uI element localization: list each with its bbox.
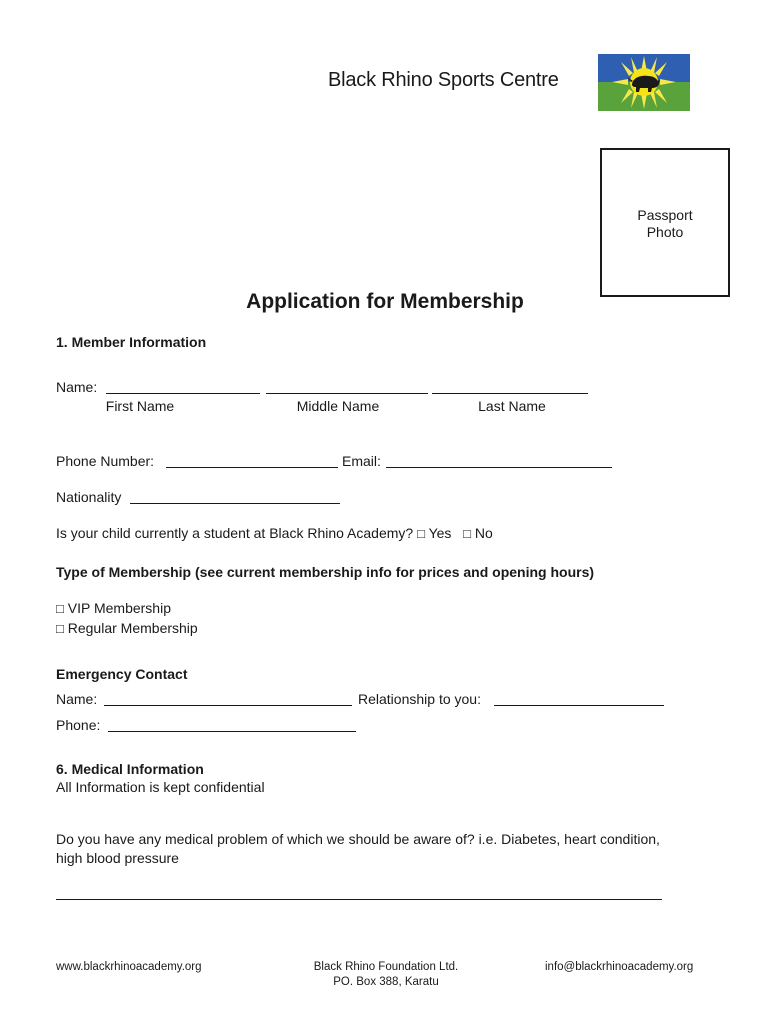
emergency-phone-field[interactable] bbox=[108, 731, 356, 732]
middle-name-caption: Middle Name bbox=[296, 398, 380, 414]
organization-name: Black Rhino Sports Centre bbox=[328, 69, 559, 91]
member-info-heading: 1. Member Information bbox=[56, 334, 207, 350]
emergency-name-label: Name: bbox=[56, 691, 98, 707]
footer-foundation: Black Rhino Foundation Ltd. bbox=[313, 961, 459, 973]
name-label: Name: bbox=[56, 379, 98, 395]
footer-email: info@blackrhinoacademy.org bbox=[545, 961, 694, 973]
first-name-caption: First Name bbox=[105, 398, 175, 414]
footer-address: PO. Box 388, Karatu bbox=[333, 976, 439, 988]
no-checkbox[interactable]: □ bbox=[463, 526, 471, 541]
medical-answer-field[interactable] bbox=[56, 899, 662, 900]
phone-number-field[interactable] bbox=[166, 467, 338, 468]
nationality-label: Nationality bbox=[56, 489, 122, 505]
medical-info-heading: 6. Medical Information bbox=[56, 761, 204, 777]
last-name-field[interactable] bbox=[432, 393, 588, 394]
first-name-field[interactable] bbox=[106, 393, 260, 394]
black-rhino-logo bbox=[598, 54, 690, 111]
vip-membership-checkbox[interactable]: □ bbox=[56, 601, 64, 616]
emergency-phone-label: Phone: bbox=[56, 717, 101, 733]
emergency-contact-heading: Emergency Contact bbox=[56, 666, 188, 682]
relationship-field[interactable] bbox=[494, 705, 664, 706]
phone-number-label: Phone Number: bbox=[56, 453, 155, 469]
yes-checkbox[interactable]: □ bbox=[417, 526, 425, 541]
regular-membership-label: Regular Membership bbox=[67, 620, 198, 636]
vip-membership-label: VIP Membership bbox=[67, 600, 171, 616]
last-name-caption: Last Name bbox=[478, 398, 546, 414]
membership-type-heading: Type of Membership (see current membership info for prices and opening hours) bbox=[56, 564, 595, 580]
medical-question-line-2: high blood pressure bbox=[56, 850, 179, 866]
nationality-field[interactable] bbox=[130, 503, 340, 504]
email-field[interactable] bbox=[386, 467, 612, 468]
regular-membership-option[interactable] bbox=[56, 620, 198, 636]
relationship-label: Relationship to you: bbox=[358, 691, 481, 707]
medical-question-line-1: Do you have any medical problem of which we should be aware of? i.e. Diabetes, heart condition, bbox=[56, 831, 660, 847]
emergency-name-field[interactable] bbox=[104, 705, 352, 706]
regular-membership-checkbox[interactable]: □ bbox=[56, 621, 64, 636]
form-title: Application for Membership bbox=[246, 290, 524, 313]
email-label: Email: bbox=[342, 453, 381, 469]
student-question-text: Is your child currently a student at Black Rhino Academy? bbox=[56, 525, 414, 541]
student-question bbox=[56, 525, 493, 541]
no-label: No bbox=[474, 525, 493, 541]
yes-label: Yes bbox=[428, 525, 452, 541]
photo-box-label: Passport bbox=[637, 207, 693, 223]
middle-name-field[interactable] bbox=[266, 393, 428, 394]
vip-membership-option[interactable] bbox=[56, 600, 171, 616]
passport-photo-box[interactable] bbox=[600, 148, 730, 297]
photo-box-label: Photo bbox=[646, 224, 684, 240]
confidential-note: All Information is kept confidential bbox=[56, 779, 265, 795]
footer-website: www.blackrhinoacademy.org bbox=[56, 961, 202, 973]
